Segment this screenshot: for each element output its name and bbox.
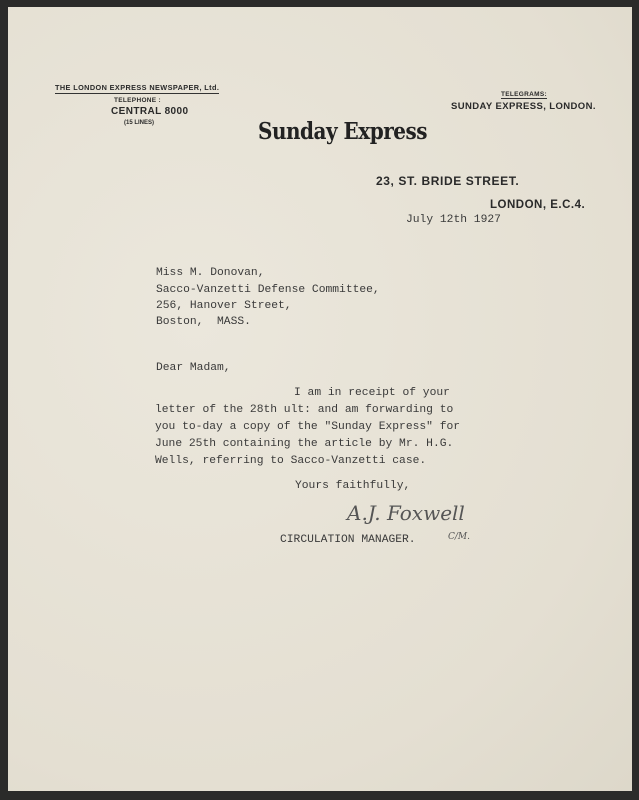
recipient-line: Boston, MASS. (156, 316, 251, 328)
body-line: Wells, referring to Sacco-Vanzetti case. (155, 455, 427, 467)
recipient-line: Miss M. Donovan, (156, 267, 265, 279)
telephone-lines: (15 LINES) (124, 120, 155, 126)
telegrams-label: TELEGRAMS: (501, 91, 547, 98)
signature-note: C/M. (448, 532, 470, 542)
salutation: Dear Madam, (156, 362, 231, 374)
signature: A.J. Foxwell (347, 501, 465, 525)
signatory-title: CIRCULATION MANAGER. (280, 534, 416, 546)
telephone-label: TELEPHONE : (114, 97, 161, 104)
body-line: letter of the 28th ult: and am forwarding to (155, 404, 454, 416)
recipient-line: 256, Hanover Street, (156, 300, 292, 312)
street-address: 23, ST. BRIDE STREET. (376, 174, 520, 188)
recipient-line: Sacco-Vanzetti Defense Committee, (156, 284, 380, 296)
telephone-number: CENTRAL 8000 (111, 106, 189, 117)
body-line: you to-day a copy of the "Sunday Express" for (155, 421, 461, 433)
company-name: THE LONDON EXPRESS NEWSPAPER, Ltd. (55, 83, 220, 92)
city-address: LONDON, E.C.4. (490, 199, 586, 211)
newspaper-logo: Sunday Express (258, 117, 427, 145)
telegrams-address: SUNDAY EXPRESS, LONDON. (451, 101, 596, 112)
body-line: I am in receipt of your (294, 387, 450, 399)
letter-date: July 12th 1927 (406, 214, 501, 226)
body-line: June 25th containing the article by Mr. H.G. (155, 438, 454, 450)
letter-page (8, 7, 632, 791)
closing: Yours faithfully, (295, 480, 411, 492)
